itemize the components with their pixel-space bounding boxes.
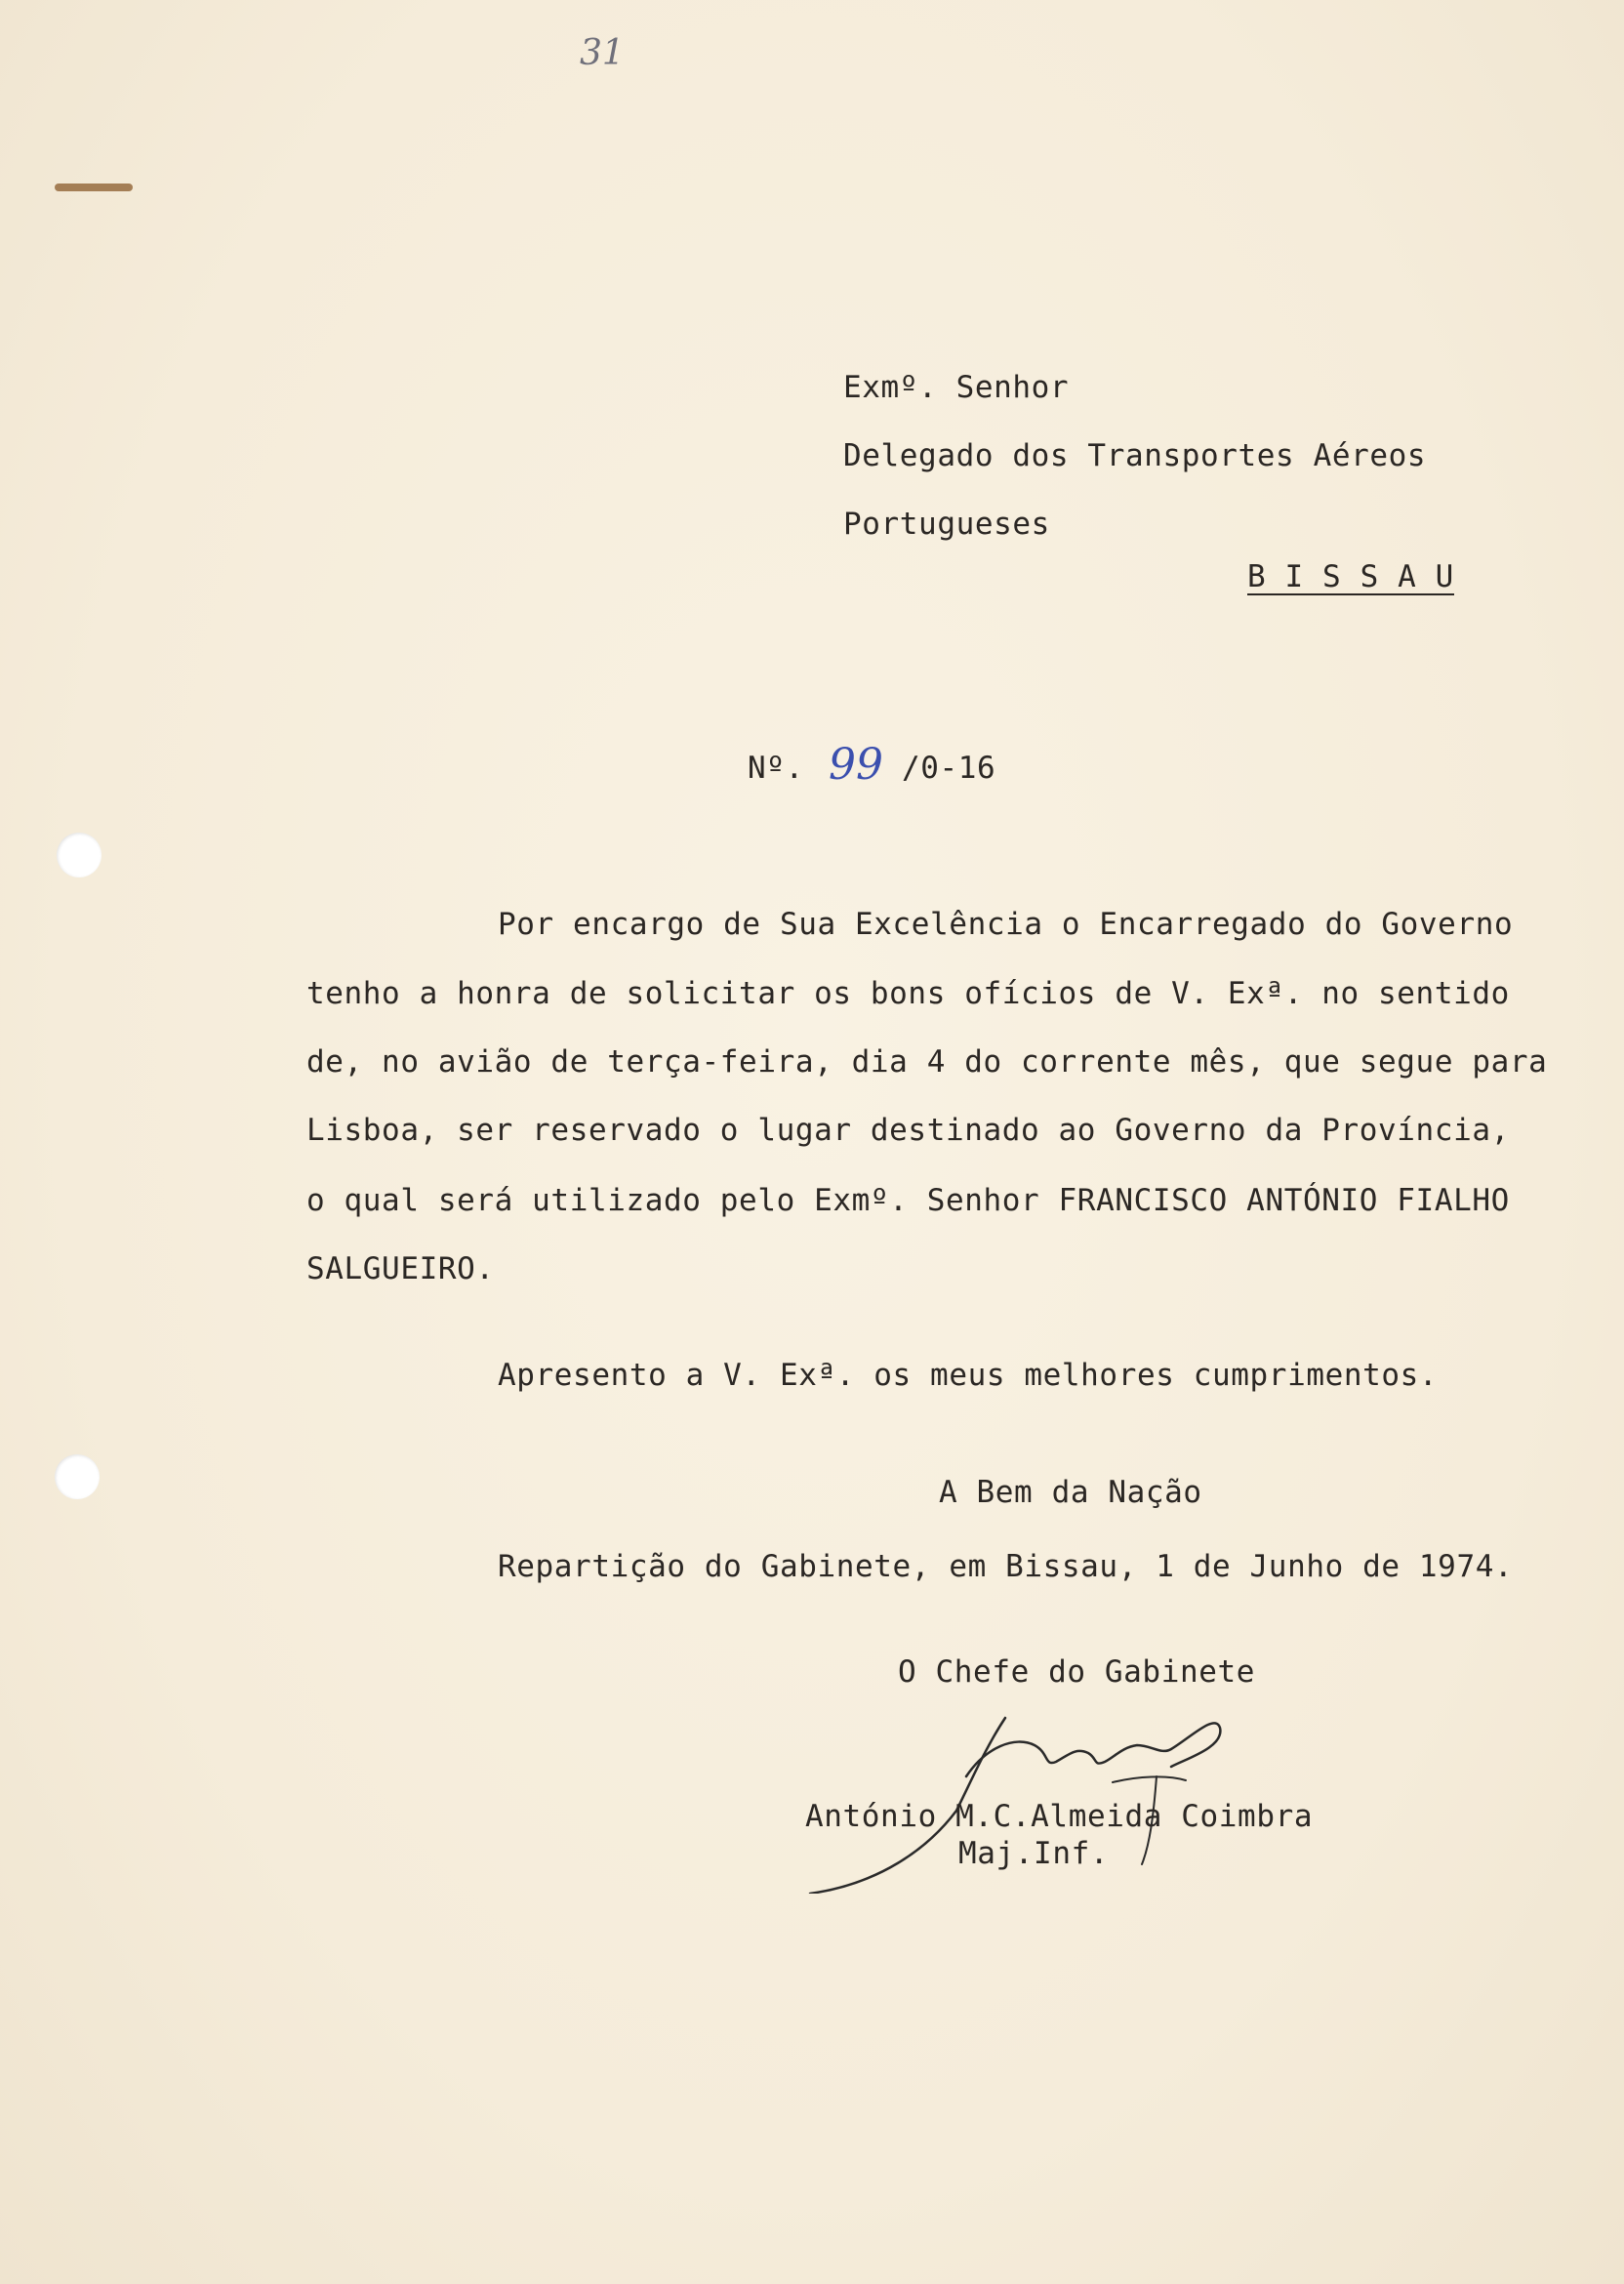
body-line: Lisboa, ser reservado o lugar destinado ao Governo da Província, (306, 1113, 1510, 1148)
reference-prefix: Nº. (748, 751, 804, 786)
signatory-name: António M.C.Almeida Coimbra (805, 1799, 1314, 1834)
body-line: Por encargo de Sua Excelência o Encarregado do Governo (498, 907, 1514, 942)
place-and-date: Repartição do Gabinete, em Bissau, 1 de Junho de 1974. (498, 1549, 1514, 1584)
body-line: SALGUEIRO. (306, 1251, 495, 1286)
body-line: de, no avião de terça-feira, dia 4 do corrente mês, que segue para (306, 1044, 1548, 1080)
reference-handwritten-number: 99 (829, 740, 883, 790)
reference-suffix: /0-16 (902, 751, 996, 786)
signatory-title: O Chefe do Gabinete (898, 1654, 1256, 1690)
punch-hole-bottom (55, 1454, 100, 1499)
body-line: tenho a honra de solicitar os bons ofícios de V. Exª. no sentido (306, 976, 1510, 1011)
recipient-line1: Delegado dos Transportes Aéreos (843, 438, 1427, 473)
rust-stain (55, 184, 133, 191)
body-closing-line: Apresento a V. Exª. os meus melhores cumprimentos. (498, 1358, 1439, 1393)
motto: A Bem da Nação (939, 1475, 1202, 1510)
signatory-rank: Maj.Inf. (958, 1836, 1110, 1871)
recipient-line2: Portugueses (843, 507, 1050, 542)
recipient-salutation: Exmº. Senhor (843, 370, 1070, 405)
archive-number: 31 (580, 33, 625, 73)
recipient-city: B I S S A U (1247, 559, 1454, 594)
punch-hole-top (57, 833, 102, 877)
body-line: o qual será utilizado pelo Exmº. Senhor FRANCISCO ANTÓNIO FIALHO (306, 1183, 1510, 1218)
